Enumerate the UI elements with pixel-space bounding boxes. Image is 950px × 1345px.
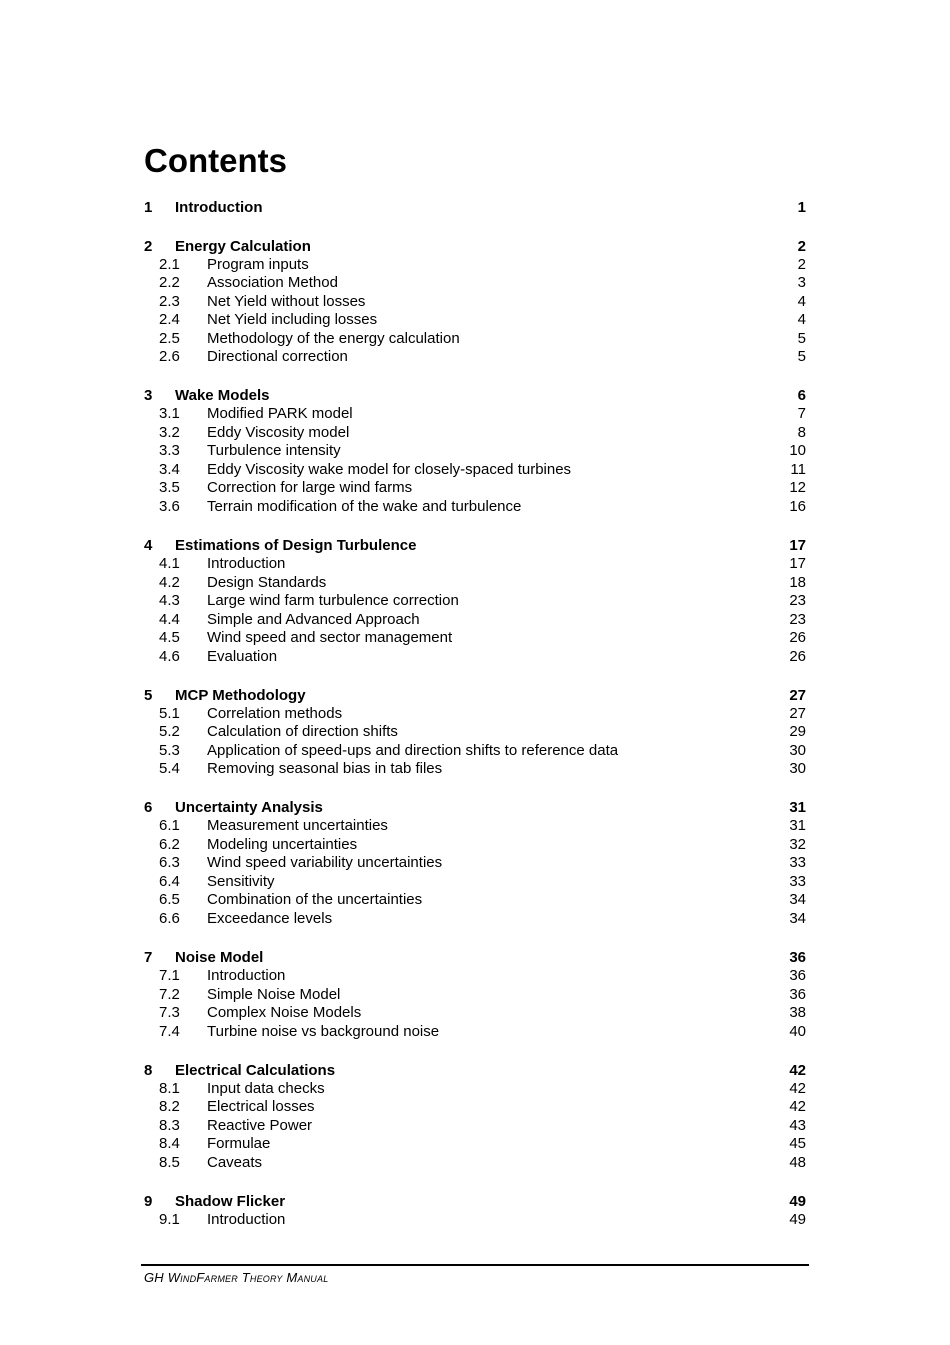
toc-chapter xyxy=(144,798,806,928)
footer-divider xyxy=(141,1264,809,1266)
toc-section-title: Modeling uncertainties xyxy=(207,835,358,853)
toc-section-entry[interactable] xyxy=(144,1080,806,1099)
toc-section-number: 4.6 xyxy=(159,647,180,665)
toc-section-title: Formulae xyxy=(207,1135,271,1153)
toc-section-entry[interactable] xyxy=(144,1004,806,1023)
toc-section-title: Introduction xyxy=(207,967,286,985)
toc-section-entry[interactable] xyxy=(144,330,806,349)
toc-section-page: 16 xyxy=(789,497,806,515)
toc-section-title: Modified PARK model xyxy=(207,405,353,423)
toc-section-number: 4.4 xyxy=(159,610,180,628)
toc-section-title: Wind speed and sector management xyxy=(207,629,453,647)
toc-section-number: 4.1 xyxy=(159,555,180,573)
toc-chapter xyxy=(144,1061,806,1173)
toc-chapter xyxy=(144,686,806,779)
toc-section-page: 11 xyxy=(790,460,806,478)
toc-section-title: Combination of the uncertainties xyxy=(207,891,423,909)
toc-section-number: 6.1 xyxy=(159,817,180,835)
toc-section-title: Sensitivity xyxy=(207,872,275,890)
toc-section-entry[interactable] xyxy=(144,442,806,461)
toc-chapter-title: Uncertainty Analysis xyxy=(175,799,323,817)
toc-section-title: Design Standards xyxy=(207,573,327,591)
toc-section-entry[interactable] xyxy=(144,1135,806,1154)
toc-section-title: Simple and Advanced Approach xyxy=(207,610,420,628)
toc-section-entry[interactable] xyxy=(144,424,806,443)
toc-section-page: 26 xyxy=(789,647,806,665)
page-title: Contents xyxy=(144,142,287,179)
toc-section-entry[interactable] xyxy=(144,1211,806,1230)
toc-chapter-title: Electrical Calculations xyxy=(175,1061,336,1079)
toc-section-title: Calculation of direction shifts xyxy=(207,723,398,741)
toc-section-title: Program inputs xyxy=(207,255,309,273)
toc-section-title: Electrical losses xyxy=(207,1098,315,1116)
toc-section-entry[interactable] xyxy=(144,705,806,724)
toc-section-title: Net Yield including losses xyxy=(207,311,378,329)
toc-chapter xyxy=(144,536,806,666)
toc-section-page: 45 xyxy=(789,1135,806,1153)
toc-section-page: 34 xyxy=(789,891,806,909)
toc-chapter-page: 42 xyxy=(789,1061,806,1079)
toc-chapter xyxy=(144,1192,806,1230)
toc-section-number: 5.4 xyxy=(159,760,180,778)
toc-chapter-number: 6 xyxy=(144,799,153,817)
toc-chapter-entry[interactable] xyxy=(144,1192,806,1211)
toc-section-entry[interactable] xyxy=(144,293,806,312)
toc-chapter-number: 7 xyxy=(144,949,153,967)
toc-chapter-number: 5 xyxy=(144,686,153,704)
toc-section-number: 6.5 xyxy=(159,891,180,909)
toc-chapter-entry[interactable] xyxy=(144,948,806,967)
toc-chapter-entry[interactable] xyxy=(144,237,806,256)
toc-section-number: 3.1 xyxy=(159,405,180,423)
toc-chapter-entry[interactable] xyxy=(144,198,806,217)
toc-section-number: 2.3 xyxy=(159,292,180,310)
toc-chapter xyxy=(144,948,806,1041)
toc-section-title: Terrain modification of the wake and turbulence xyxy=(207,497,522,515)
toc-section-page: 29 xyxy=(789,723,806,741)
toc-section-page: 40 xyxy=(789,1022,806,1040)
toc-section-page: 23 xyxy=(789,592,806,610)
toc-section-number: 3.5 xyxy=(159,479,180,497)
toc-section-page: 30 xyxy=(789,760,806,778)
toc-chapter-title: Shadow Flicker xyxy=(175,1193,286,1210)
toc-section-page: 49 xyxy=(789,1211,806,1228)
toc-section-entry[interactable] xyxy=(144,256,806,275)
toc-section-page: 17 xyxy=(789,555,806,573)
toc-section-page: 3 xyxy=(797,274,806,292)
toc-section-title: Reactive Power xyxy=(207,1116,313,1134)
toc-section-title: Correlation methods xyxy=(207,704,343,722)
toc-section-entry[interactable] xyxy=(144,723,806,742)
toc-section-number: 4.5 xyxy=(159,629,180,647)
toc-chapter-number: 3 xyxy=(144,387,153,405)
toc-chapter xyxy=(144,198,806,217)
toc-section-entry[interactable] xyxy=(144,348,806,367)
toc-section-title: Wind speed variability uncertainties xyxy=(207,854,443,872)
toc-chapter-title: Wake Models xyxy=(175,387,270,405)
toc-chapter-number: 1 xyxy=(144,199,153,216)
toc-section-number: 5.1 xyxy=(159,704,180,722)
toc-section-title: Measurement uncertainties xyxy=(207,817,388,835)
table-of-contents xyxy=(144,198,806,1249)
toc-chapter-page: 31 xyxy=(789,799,806,817)
toc-section-title: Large wind farm turbulence correction xyxy=(207,592,459,610)
toc-section-entry[interactable] xyxy=(144,967,806,986)
toc-section-number: 7.2 xyxy=(159,985,180,1003)
toc-section-entry[interactable] xyxy=(144,479,806,498)
toc-chapter-number: 2 xyxy=(144,237,153,255)
toc-section-entry[interactable] xyxy=(144,1098,806,1117)
toc-chapter-title: Energy Calculation xyxy=(175,237,311,255)
toc-chapter xyxy=(144,237,806,367)
toc-chapter-title: MCP Methodology xyxy=(175,686,306,704)
toc-section-page: 32 xyxy=(789,835,806,853)
toc-chapter-entry[interactable] xyxy=(144,686,806,705)
toc-section-entry[interactable] xyxy=(144,648,806,667)
toc-section-number: 7.3 xyxy=(159,1004,180,1022)
toc-section-page: 27 xyxy=(789,704,806,722)
toc-section-number: 7.1 xyxy=(159,967,180,985)
toc-section-page: 30 xyxy=(789,741,806,759)
toc-chapter-page: 17 xyxy=(789,537,806,555)
toc-section-entry[interactable] xyxy=(144,742,806,761)
footer-title: GH WindFarmer Theory Manual xyxy=(144,1270,329,1285)
toc-section-number: 3.6 xyxy=(159,497,180,515)
toc-section-entry[interactable] xyxy=(144,891,806,910)
toc-chapter-page: 49 xyxy=(789,1193,806,1210)
toc-chapter-entry[interactable] xyxy=(144,536,806,555)
toc-section-page: 34 xyxy=(789,909,806,927)
toc-section-page: 2 xyxy=(797,255,806,273)
toc-section-page: 12 xyxy=(789,479,806,497)
toc-section-page: 42 xyxy=(789,1079,806,1097)
toc-section-number: 8.4 xyxy=(159,1135,180,1153)
toc-section-title: Eddy Viscosity model xyxy=(207,423,350,441)
toc-section-number: 2.2 xyxy=(159,274,180,292)
toc-chapter-number: 8 xyxy=(144,1061,153,1079)
toc-section-number: 7.4 xyxy=(159,1022,180,1040)
toc-section-entry[interactable] xyxy=(144,854,806,873)
toc-section-title: Input data checks xyxy=(207,1079,325,1097)
toc-section-number: 4.2 xyxy=(159,573,180,591)
toc-section-title: Introduction xyxy=(207,555,286,573)
toc-section-title: Net Yield without losses xyxy=(207,292,366,310)
toc-section-title: Caveats xyxy=(207,1153,263,1171)
toc-section-entry[interactable] xyxy=(144,1154,806,1173)
toc-section-number: 2.6 xyxy=(159,348,180,366)
toc-section-entry[interactable] xyxy=(144,873,806,892)
toc-chapter-entry[interactable] xyxy=(144,386,806,405)
toc-section-entry[interactable] xyxy=(144,461,806,480)
toc-chapter-page: 2 xyxy=(797,237,806,255)
toc-section-title: Turbulence intensity xyxy=(207,442,341,460)
toc-section-entry[interactable] xyxy=(144,274,806,293)
toc-chapter-page: 36 xyxy=(789,949,806,967)
toc-section-page: 36 xyxy=(789,967,806,985)
toc-section-title: Eddy Viscosity wake model for closely-spaced turbines xyxy=(207,460,572,478)
toc-section-title: Exceedance levels xyxy=(207,909,333,927)
toc-section-title: Complex Noise Models xyxy=(207,1004,362,1022)
toc-section-number: 6.6 xyxy=(159,909,180,927)
toc-chapter-page: 6 xyxy=(797,387,806,405)
toc-section-number: 8.3 xyxy=(159,1116,180,1134)
toc-chapter-entry[interactable] xyxy=(144,798,806,817)
toc-section-number: 2.4 xyxy=(159,311,180,329)
toc-section-page: 33 xyxy=(789,872,806,890)
toc-section-page: 43 xyxy=(789,1116,806,1134)
toc-section-title: Association Method xyxy=(207,274,338,292)
toc-chapter-title: Noise Model xyxy=(175,949,264,967)
toc-section-number: 2.1 xyxy=(159,255,180,273)
toc-section-entry[interactable] xyxy=(144,986,806,1005)
toc-section-title: Simple Noise Model xyxy=(207,985,341,1003)
toc-section-page: 10 xyxy=(789,442,806,460)
toc-section-title: Removing seasonal bias in tab files xyxy=(207,760,443,778)
toc-section-entry[interactable] xyxy=(144,836,806,855)
toc-section-page: 42 xyxy=(789,1098,806,1116)
toc-section-title: Correction for large wind farms xyxy=(207,479,413,497)
toc-section-number: 6.4 xyxy=(159,872,180,890)
toc-section-title: Turbine noise vs background noise xyxy=(207,1022,440,1040)
toc-chapter-title: Estimations of Design Turbulence xyxy=(175,537,417,555)
toc-section-entry[interactable] xyxy=(144,910,806,929)
toc-section-page: 48 xyxy=(789,1153,806,1171)
toc-section-page: 4 xyxy=(797,292,806,310)
toc-section-entry[interactable] xyxy=(144,760,806,779)
toc-section-page: 5 xyxy=(797,348,806,366)
toc-section-number: 6.2 xyxy=(159,835,180,853)
toc-section-number: 8.5 xyxy=(159,1153,180,1171)
toc-section-number: 2.5 xyxy=(159,329,180,347)
toc-section-title: Evaluation xyxy=(207,647,278,665)
toc-section-entry[interactable] xyxy=(144,574,806,593)
toc-section-page: 4 xyxy=(797,311,806,329)
toc-chapter-page: 27 xyxy=(789,686,806,704)
toc-section-number: 3.4 xyxy=(159,460,180,478)
toc-section-number: 5.3 xyxy=(159,741,180,759)
toc-section-page: 23 xyxy=(789,610,806,628)
toc-section-page: 36 xyxy=(789,985,806,1003)
toc-section-title: Directional correction xyxy=(207,348,348,366)
toc-chapter-number: 4 xyxy=(144,537,153,555)
toc-chapter xyxy=(144,386,806,516)
toc-chapter-number: 9 xyxy=(144,1193,153,1210)
toc-section-title: Introduction xyxy=(207,1211,286,1228)
toc-chapter-page: 1 xyxy=(797,199,806,216)
toc-section-entry[interactable] xyxy=(144,817,806,836)
toc-section-page: 7 xyxy=(797,405,806,423)
toc-section-title: Methodology of the energy calculation xyxy=(207,329,460,347)
toc-section-entry[interactable] xyxy=(144,555,806,574)
toc-section-entry[interactable] xyxy=(144,405,806,424)
toc-section-entry[interactable] xyxy=(144,311,806,330)
toc-section-page: 38 xyxy=(789,1004,806,1022)
toc-section-number: 4.3 xyxy=(159,592,180,610)
toc-section-title: Application of speed-ups and direction shifts to reference data xyxy=(207,741,619,759)
toc-section-number: 8.1 xyxy=(159,1079,180,1097)
toc-section-entry[interactable] xyxy=(144,611,806,630)
toc-section-number: 6.3 xyxy=(159,854,180,872)
toc-section-entry[interactable] xyxy=(144,1023,806,1042)
toc-section-page: 31 xyxy=(789,817,806,835)
toc-section-number: 9.1 xyxy=(159,1211,180,1228)
toc-section-entry[interactable] xyxy=(144,1117,806,1136)
toc-chapter-title: Introduction xyxy=(175,199,263,216)
toc-section-number: 5.2 xyxy=(159,723,180,741)
toc-section-page: 33 xyxy=(789,854,806,872)
toc-section-number: 8.2 xyxy=(159,1098,180,1116)
toc-section-entry[interactable] xyxy=(144,498,806,517)
toc-section-entry[interactable] xyxy=(144,592,806,611)
toc-section-number: 3.3 xyxy=(159,442,180,460)
toc-section-page: 5 xyxy=(797,329,806,347)
toc-section-page: 26 xyxy=(789,629,806,647)
toc-chapter-entry[interactable] xyxy=(144,1061,806,1080)
toc-section-number: 3.2 xyxy=(159,423,180,441)
toc-section-page: 8 xyxy=(797,423,806,441)
toc-section-page: 18 xyxy=(789,573,806,591)
toc-section-entry[interactable] xyxy=(144,629,806,648)
